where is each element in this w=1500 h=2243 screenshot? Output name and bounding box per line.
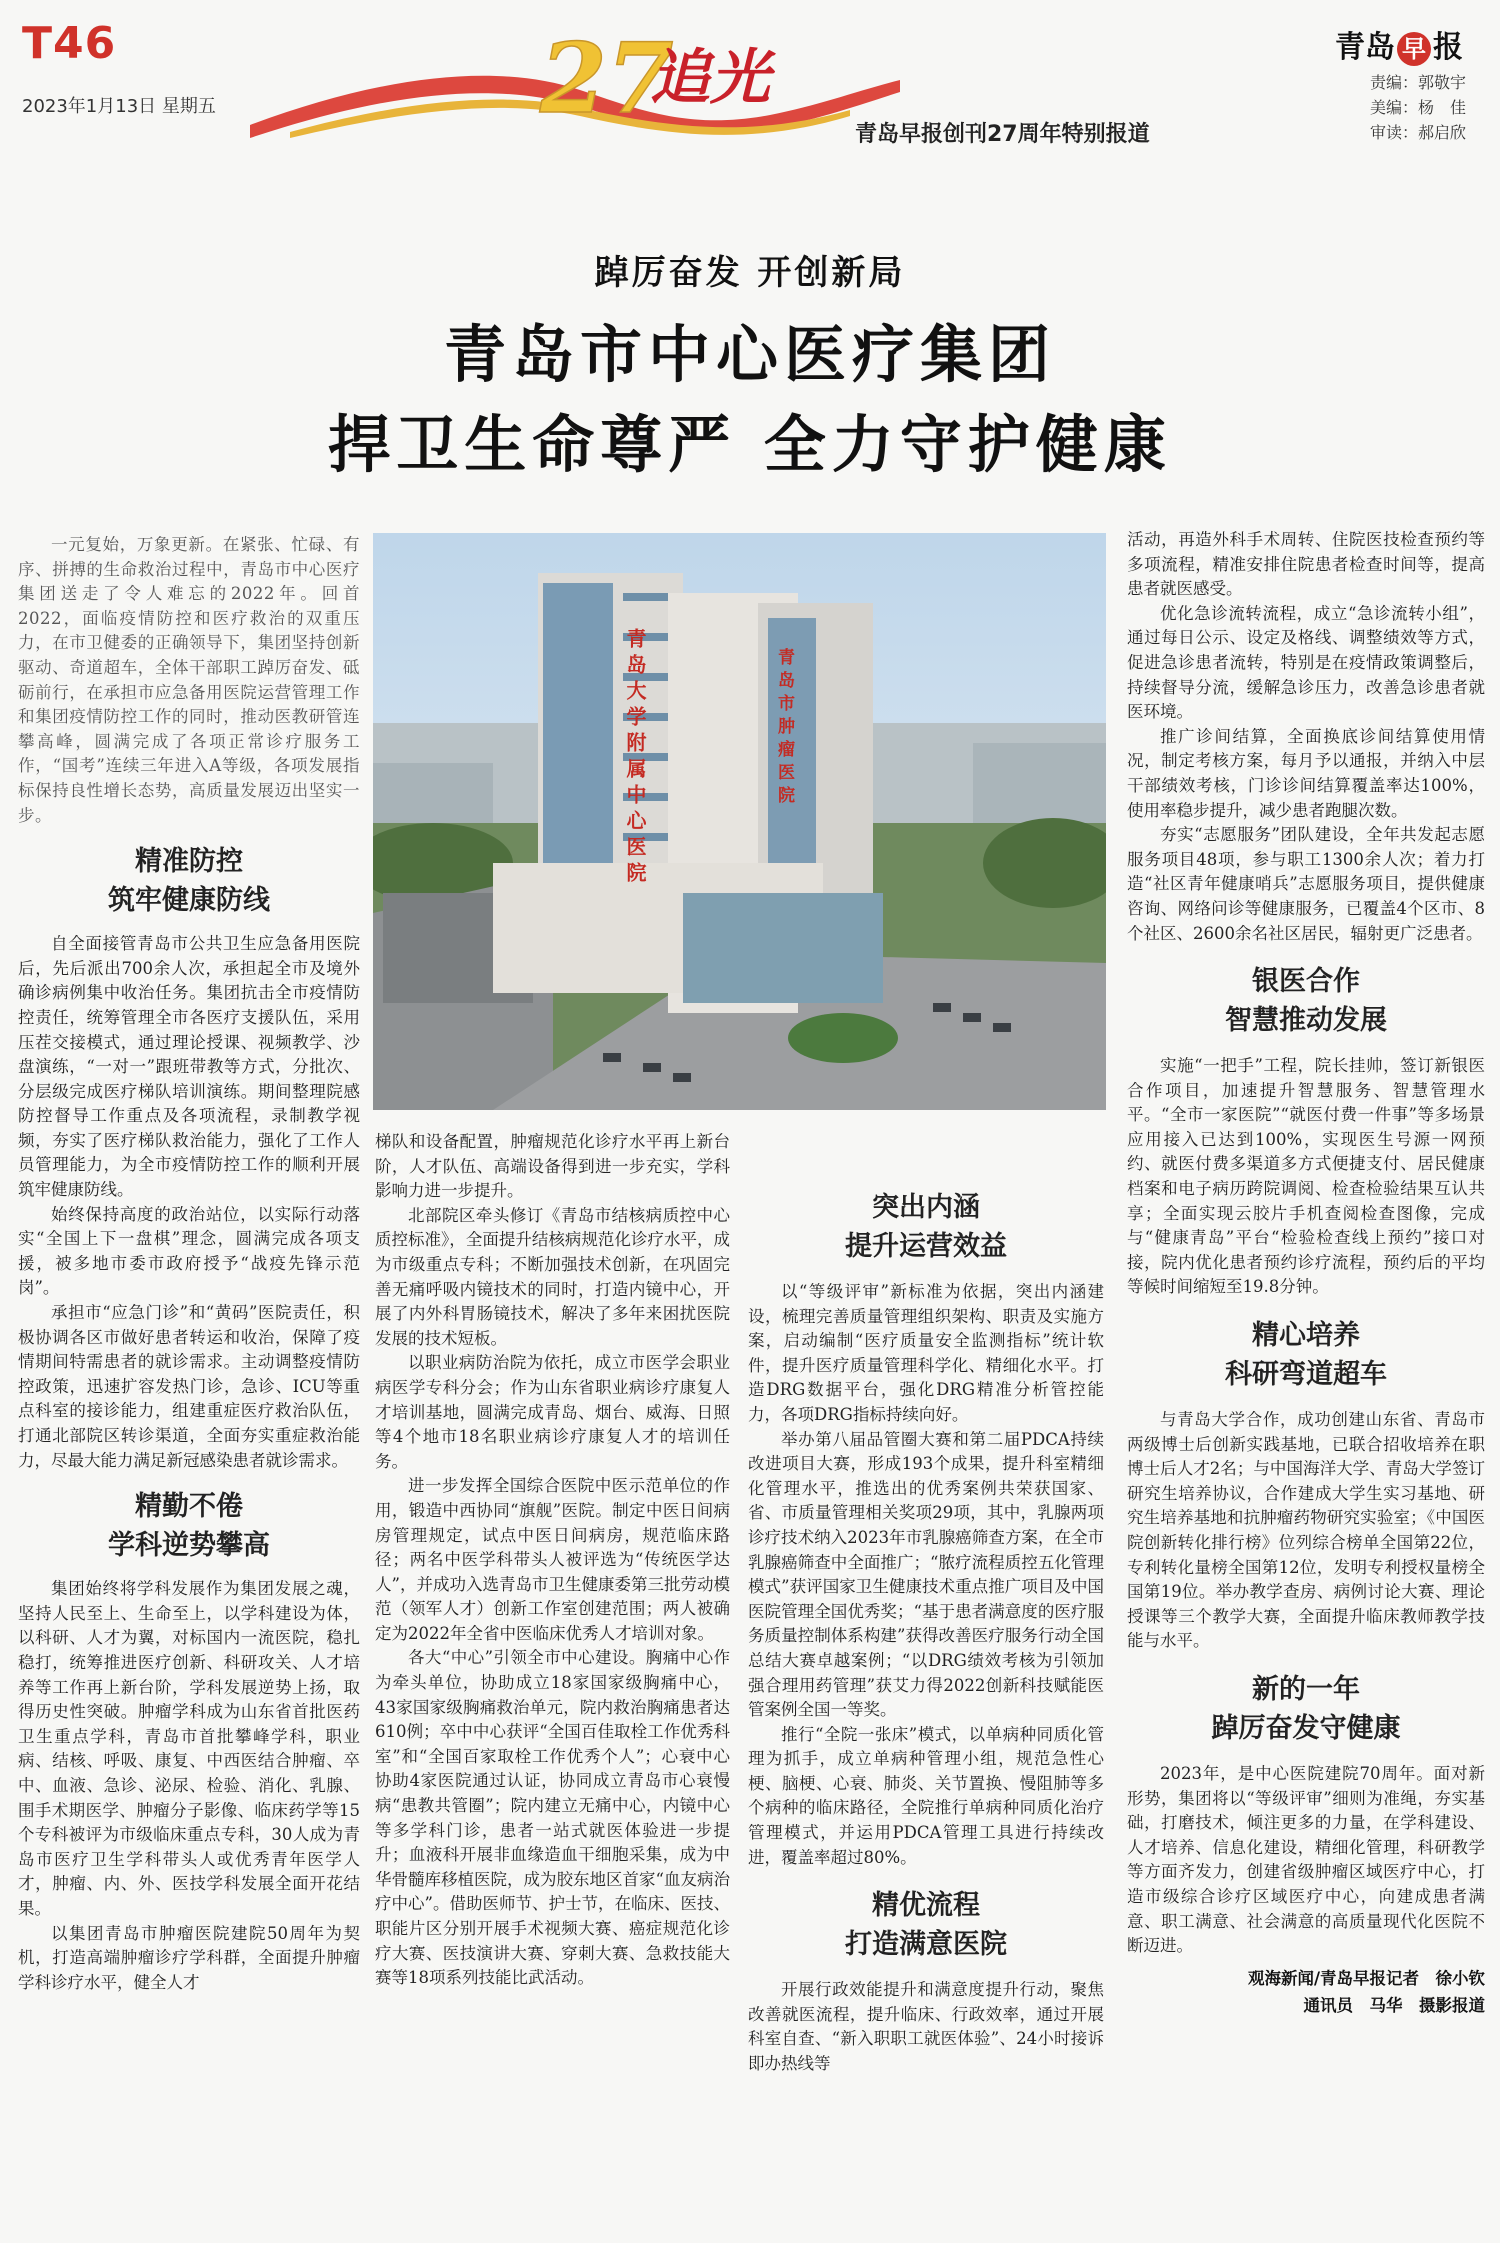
newspaper-logo: 青岛 早 报 bbox=[1335, 30, 1463, 65]
subheading-5: 银医合作 智慧推动发展 bbox=[1225, 966, 1387, 1037]
paragraph: 实施“一把手”工程，院长挂帅，签订新银医合作项目，加速提升智慧服务、智慧管理水平。“全市一家医院”“就医付费一件事”等多场景应用接入已达到100%，实现医生号源一网预约、就医付费多渠道多方式便捷支付、居民健康档案和电子病历跨院调阅、检查检验结果互认共享；全面实现云胶片手机查阅检查图像，完成与“健康青岛”平台“检验检查线上预约”接口对接，院内优化患者预约诊疗流程，预约后的平均等候时间缩短至19.8分钟。 bbox=[1127, 1056, 1485, 1297]
byline: 观海新闻/青岛早报记者 徐小钦 通讯员 马华 摄影报道 bbox=[1247, 1968, 1485, 2015]
subheading-7: 新的一年 踔厉奋发守健康 bbox=[1211, 1673, 1401, 1744]
paragraph: 各大“中心”引领全市中心建设。胸痛中心作为牵头单位，协助成立18家国家级胸痛中心，43家国家级胸痛救治单元，院内救治胸痛患者达610例；卒中中心获评“全国百佳取栓工作优秀科室”和“全国百家取栓工作优秀个人”；心衰中心协助4家医院通过认证，协同成立青岛市心衰慢病“患教共管圈”；院内建立无痛中心，内镜中心等多学科门诊，患者一站式就医体验进一步提升；血液科开展非血缘造血干细胞采集，成为中华骨髓库移植医院，成为胶东地区首家“血友病治疗中心”。借助医师节、护士节，在临床、医技、职能片区分别开展手术视频大赛、癌症规范化诊疗大赛、医技演讲大赛、穿刺大赛、急救技能大赛等18项系列技能比武活动。 bbox=[375, 1648, 730, 1988]
column-3 bbox=[748, 1188, 1104, 2077]
special-report-label: 青岛早报创刊27周年特别报道 bbox=[855, 122, 1150, 147]
page-number: T46 bbox=[22, 18, 117, 69]
paragraph: 承担市“应急门诊”和“黄码”医院责任，积极协调各区市做好患者转运和收治，保障了疫情期间特需患者的就诊需求。主动调整疫情防控政策，迅速扩容发热门诊，急诊、ICU等重点科室的接诊能力，组建重症医疗救治队伍，打通北部院区转诊渠道，全面夯实重症救治能力，尽最大能力满足新冠感染患者就诊需求。 bbox=[18, 1303, 360, 1470]
paragraph: 活动，再造外科手术周转、住院医技检查预约等多项流程，精准安排住院患者检查时间等，提高患者就医感受。 bbox=[1127, 530, 1485, 599]
paragraph: 北部院区牵头修订《青岛市结核病质控中心质控标准》，全面提升结核病规范化诊疗水平，成为市级重点专科；不断加强技术创新，在巩固完善无痛呼吸内镜技术的同时，打造内镜中心，开展了内外科胃肠镜技术，解决了多年来困扰医院发展的技术短板。 bbox=[375, 1205, 730, 1348]
subheading-2: 精勤不倦 学科逆势攀高 bbox=[108, 1491, 270, 1562]
column-2 bbox=[375, 1130, 730, 1991]
paragraph: 优化急诊流转流程，成立“急诊流转小组”，通过每日公示、设定及格线、调整绩效等方式，促进急诊患者流转，特别是在疫情政策调整后，持续督导分流，缓解急诊压力，改善急诊患者就医环境。 bbox=[1127, 603, 1485, 722]
paragraph: 集团始终将学科发展作为集团发展之魂，坚持人民至上、生命至上，以学科建设为体，以科研、人才为翼，对标国内一流医院，稳扎稳打，统筹推进医疗创新、科研攻关、人才培养等工作再上新台阶，学科发展逆势上扬，取得历史性突破。肿瘤学科成为山东省首批医药卫生重点学科，青岛市首批攀峰学科，职业病、结核、呼吸、康复、中西医结合肿瘤、卒中、血液、急诊、泌尿、检验、消化、乳腺、围手术期医学、肿瘤分子影像、临床药学等15个专科被评为市级临床重点专科，30人成为青岛市医疗卫生学科带头人或优秀青年医学人才，肿瘤、内、外、医技学科发展全面开花结果。 bbox=[18, 1579, 360, 1918]
paragraph: 与青岛大学合作，成功创建山东省、青岛市两级博士后创新实践基地，已联合招收培养在职博士后人才2名；与中国海洋大学、青岛大学签订研究生培养协议，合作建成大学生实习基地、研究生培养基地和抗肿瘤药物研究实验室；《中国医院创新转化排行榜》位列综合榜单全国第22位，专利转化量榜全国第12位，发明专利授权量榜全国第19位。举办教学查房、病例讨论大赛、理论授课等三个教学大赛，全面提升临床教师教学技能与水平。 bbox=[1127, 1410, 1485, 1651]
credit-proofreader: 审读：郝启欣 bbox=[1370, 123, 1467, 142]
hospital-photo bbox=[373, 533, 1106, 1110]
headline-line-1: 青岛市中心医疗集团 bbox=[443, 318, 1056, 391]
paragraph: 推广诊间结算，全面换底诊间结算使用情况，制定考核方案，每月予以通报，并纳入中层干部绩效考核，门诊诊间结算覆盖率达100%，使用率稳步提升，减少患者跑腿次数。 bbox=[1127, 726, 1485, 820]
masthead-banner bbox=[250, 20, 900, 155]
masthead-number: 27 bbox=[540, 22, 674, 135]
article-kicker: 踔厉奋发 开创新局 bbox=[594, 253, 906, 293]
sign-right: 青岛市肿瘤医院 bbox=[774, 648, 794, 809]
paragraph: 以职业病防治院为依托，成立市医学会职业病医学专科分会；作为山东省职业病诊疗康复人才培训基地，圆满完成青岛、烟台、威海、日照等4个地市18名职业病诊疗康复人才的培训任务。 bbox=[375, 1353, 730, 1471]
paragraph: 开展行政效能提升和满意度提升行动，聚焦改善就医流程，提升临床、行政效率，通过开展科室自查、“新入职职工就医体验”、24小时接诉即办热线等 bbox=[748, 1980, 1104, 2074]
paragraph: 进一步发挥全国综合医院中医示范单位的作用，锻造中西协同“旗舰”医院。制定中医日间病房管理规定，试点中医日间病房，规范临床路径；两名中医学科带头人被评选为“传统医学达人”，并成功入选青岛市卫生健康委第三批劳动模范（领军人才）创新工作室创建范围；两人被确定为2022年全省中医临床优秀人才培训对象。 bbox=[375, 1476, 730, 1643]
paragraph: 自全面接管青岛市公共卫生应急备用医院后，先后派出700余人次，承担起全市及境外确诊病例集中收治任务。集团抗击全市疫情防控责任，统筹管理全市各医疗支援队伍，采用压茬交接模式，通过理论授课、视频教学、沙盘演练，“一对一”跟班带教等方式，分批次、分层级完成医疗梯队培训演练。期间整理院感防控督导工作重点及各项流程，录制教学视频，夯实了医疗梯队救治能力，强化了工作人员管理能力，为全市疫情防控工作的顺利开展筑牢健康防线。 bbox=[18, 934, 360, 1200]
headline-line-2: 捍卫生命尊严 全力守护健康 bbox=[328, 408, 1172, 481]
paragraph: 梯队和设备配置，肿瘤规范化诊疗水平再上新台阶，人才队伍、高端设备得到进一步充实，学科影响力进一步提升。 bbox=[375, 1132, 730, 1201]
editor-credits bbox=[1370, 70, 1466, 145]
credit-editor: 责编：郭敬宇 bbox=[1370, 73, 1467, 92]
paragraph: 举办第八届品管圈大赛和第二届PDCA持续改进项目大赛，形成193个成果，提升科室精细化管理水平，推选出的优秀案例共荣获国家、省、市质量管理相关奖项29项，其中，乳腺两项诊疗技术纳入2023年市乳腺癌筛查方案，在全市乳腺癌筛查中全面推广；“脓疗流程质控五化管理模式”获评国家卫生健康技术重点推广项目及中国医院管理全国优秀奖；“基于患者满意度的医疗服务质量控制体系构建”获得改善医疗服务行动全国总结大赛卓越案例；“以DRG绩效考核为引领加强合理用药管理”获艾力得2022创新科技赋能医管案例全国一等奖。 bbox=[748, 1429, 1104, 1720]
subheading-3: 突出内涵 提升运营效益 bbox=[845, 1192, 1007, 1262]
paragraph: 推行“全院一张床”模式，以单病种同质化管理为抓手，成立单病种管理小组，规范急性心梗、脑梗、心衰、肺炎、关节置换、慢阻肺等多个病种的临床路径，全院推行单病种同质化治疗管理模式，并运用PDCA管理工具进行持续改进，覆盖率超过80%。 bbox=[748, 1724, 1104, 1867]
paragraph: 始终保持高度的政治站位，以实际行动落实“全国上下一盘棋”理念，圆满完成各项支援，被多地市委市政府授予“战疫先锋示范岗”。 bbox=[18, 1204, 360, 1298]
paragraph: 以集团青岛市肿瘤医院建院50周年为契机，打造高端肿瘤诊疗学科群，全面提升肿瘤学科诊疗水平，健全人才 bbox=[18, 1923, 360, 1992]
subheading-4: 精优流程 打造满意医院 bbox=[845, 1890, 1007, 1961]
sign-left: 青岛大学附属中心医院 bbox=[623, 628, 647, 888]
credit-designer: 美编：杨 佳 bbox=[1370, 98, 1467, 117]
paragraph: 以“等级评审”新标准为依据，突出内涵建设，梳理完善质量管理组织架构、职责及实施方案，启动编制“医疗质量安全监测指标”统计软件，提升医疗质量管理科学化、精细化水平。打造DRG数据平台，强化DRG精准分析管控能力，各项DRG指标持续向好。 bbox=[748, 1282, 1104, 1424]
issue-date: 2023年1月13日 星期五 bbox=[22, 96, 216, 117]
paragraph: 2023年，是中心医院建院70周年。面对新形势，集团将以“等级评审”细则为准绳，夯实基础，打磨技术，倾注更多的力量，在学科建设、人才培养、信息化建设，精细化管理，科研教学等方面齐发力，创建省级肿瘤区域医疗中心，打造市级综合诊疗区域医疗中心，向建成患者满意、职工满意、社会满意的高质量现代化医院不断迈进。 bbox=[1127, 1763, 1485, 1956]
column-1 bbox=[18, 533, 360, 1995]
subheading-6: 精心培养 科研弯道超车 bbox=[1225, 1320, 1387, 1391]
masthead-title: 追光 bbox=[650, 43, 770, 113]
column-4 bbox=[1127, 528, 1485, 2019]
paragraph: 夯实“志愿服务”团队建设，全年共发起志愿服务项目48项，参与职工1300余人次；着力打造“社区青年健康哨兵”志愿服务项目，提供健康咨询、网络问诊等健康服务，已覆盖4个区市、8个社区、2600余名社区居民，辐射更广泛患者。 bbox=[1127, 825, 1485, 943]
lead-paragraph: 一元复始，万象更新。在紧张、忙碌、有序、拼搏的生命救治过程中，青岛市中心医疗集团送走了令人难忘的2022年。回首2022，面临疫情防控和医疗救治的双重压力，在市卫健委的正确领导下，集团坚持创新驱动、奇道超车，全体干部职工踔厉奋发、砥砺前行，在承担市应急备用医院运营管理工作和集团疫情防控工作的同时，推动医教研管连攀高峰，圆满完成了各项正常诊疗服务工作，“国考”连续三年进入A等级，各项发展指标保持良性增长态势，高质量发展迈出坚实一步。 bbox=[18, 535, 360, 825]
subheading-1: 精准防控 筑牢健康防线 bbox=[108, 846, 270, 917]
